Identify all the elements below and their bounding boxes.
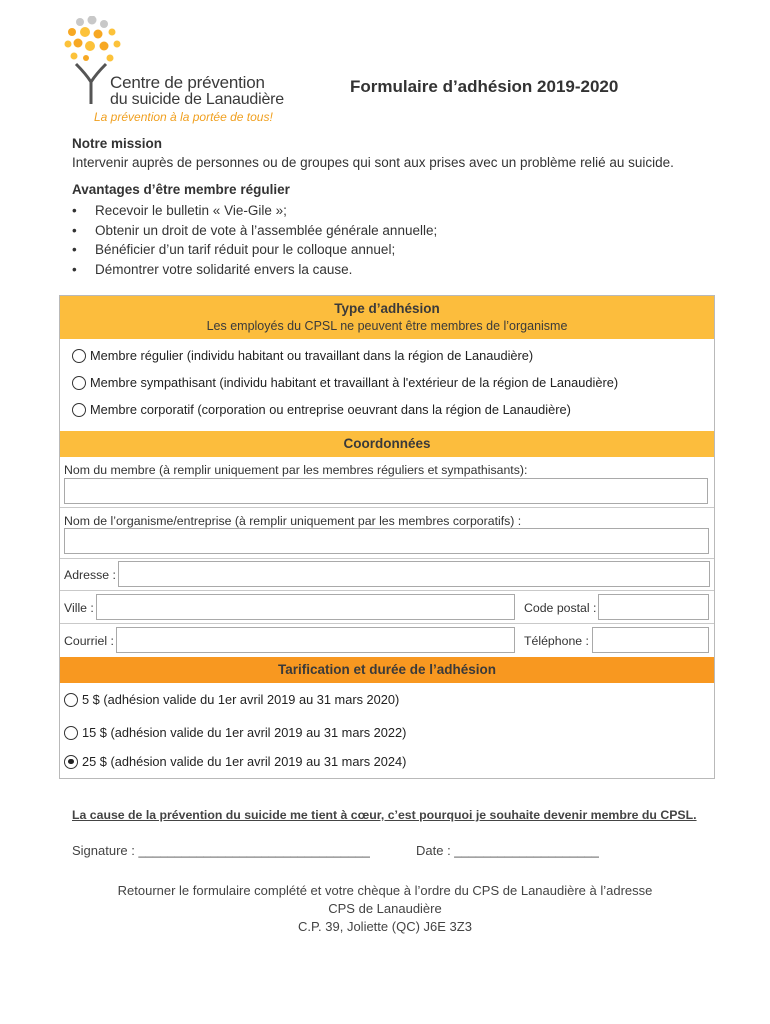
phone-input[interactable] <box>592 627 709 653</box>
email-input[interactable] <box>116 627 515 653</box>
date-line[interactable]: Date : ____________________ <box>416 843 599 858</box>
divider <box>60 507 714 508</box>
pricing-option-5[interactable] <box>64 692 399 707</box>
footer-line2: CPS de Lanaudière <box>328 901 442 916</box>
divider <box>60 558 714 559</box>
membership-option-regular[interactable] <box>72 348 533 363</box>
divider <box>60 623 714 624</box>
city-label: Ville : <box>64 601 94 615</box>
city-input[interactable] <box>96 594 515 620</box>
postal-code-label: Code postal : <box>524 601 597 615</box>
logo-name-line2: du suicide de Lanaudière <box>110 91 285 108</box>
pricing-header <box>60 657 714 683</box>
radio-button-selected[interactable] <box>64 755 78 769</box>
radio-button[interactable] <box>64 693 78 707</box>
option-label: Membre régulier (individu habitant ou travaillant dans la région de Lanaudière) <box>90 348 534 363</box>
org-name-input[interactable] <box>64 528 709 554</box>
option-label: 5 $ (adhésion valide du 1er avril 2019 au 31 mars 2020) <box>82 692 400 707</box>
cause-statement: La cause de la prévention du suicide me tient à cœur, c’est pourquoi je souhaite devenir membre du CPSL. <box>72 808 697 822</box>
phone-label: Téléphone : <box>524 634 589 648</box>
contact-header <box>60 431 714 457</box>
pricing-option-15[interactable] <box>64 725 406 740</box>
membership-type-header <box>60 296 714 339</box>
email-label: Courriel : <box>64 634 114 648</box>
list-item: • Obtenir un droit de vote à l’assemblée générale annuelle; <box>72 221 437 241</box>
membership-option-corporate[interactable] <box>72 402 571 417</box>
list-item: • Démontrer votre solidarité envers la cause. <box>72 260 437 280</box>
option-label: 25 $ (adhésion valide du 1er avril 2019 au 31 mars 2024) <box>82 754 407 769</box>
pricing-title: Tarification et durée de l’adhésion <box>277 662 497 677</box>
address-input[interactable] <box>118 561 710 587</box>
option-label: Membre sympathisant (individu habitant et travaillant à l'extérieur de la région de Lanaudière) <box>90 375 619 390</box>
membership-type-title: Type d’adhésion <box>334 301 440 316</box>
logo-name-line1: Centre de prévention <box>110 73 265 92</box>
radio-button[interactable] <box>64 726 78 740</box>
divider <box>60 590 714 591</box>
membership-form <box>59 295 715 779</box>
logo-tagline: La prévention à la portée de tous! <box>94 110 273 124</box>
membership-type-subtitle: Les employés du CPSL ne peuvent être membres de l’organisme <box>206 319 568 333</box>
footer-line1: Retourner le formulaire complété et votre chèque à l’ordre du CPS de Lanaudière à l’adresse <box>117 883 653 898</box>
pricing-option-25[interactable] <box>64 754 406 769</box>
option-label: Membre corporatif (corporation ou entreprise oeuvrant dans la région de Lanaudière) <box>90 402 571 417</box>
footer-line3: C.P. 39, Joliette (QC) J6E 3Z3 <box>298 919 472 934</box>
benefits-heading: Avantages d’être membre régulier <box>72 182 290 197</box>
membership-option-sympathizer[interactable] <box>72 375 618 390</box>
radio-button[interactable] <box>72 403 86 417</box>
address-label: Adresse : <box>64 568 116 582</box>
contact-title: Coordonnées <box>343 436 431 451</box>
benefits-list <box>72 201 437 279</box>
form-title: Formulaire d’adhésion 2019-2020 <box>350 77 619 96</box>
org-name-label: Nom de l’organisme/entreprise (à remplir uniquement par les membres corporatifs) : <box>64 514 522 528</box>
option-label: 15 $ (adhésion valide du 1er avril 2019 au 31 mars 2022) <box>82 725 407 740</box>
signature-line[interactable]: Signature : ________________________________ <box>72 843 370 858</box>
list-item: • Bénéficier d’un tarif réduit pour le colloque annuel; <box>72 240 437 260</box>
radio-button[interactable] <box>72 376 86 390</box>
postal-code-input[interactable] <box>598 594 709 620</box>
mission-heading: Notre mission <box>72 136 163 151</box>
mission-text: Intervenir auprès de personnes ou de groupes qui sont aux prises avec un problème relié au suicide. <box>72 155 674 170</box>
radio-button[interactable] <box>72 349 86 363</box>
member-name-label: Nom du membre (à remplir uniquement par les membres réguliers et sympathisants): <box>64 463 528 477</box>
member-name-input[interactable] <box>64 478 708 504</box>
list-item: • Recevoir le bulletin « Vie-Gile »; <box>72 201 437 221</box>
